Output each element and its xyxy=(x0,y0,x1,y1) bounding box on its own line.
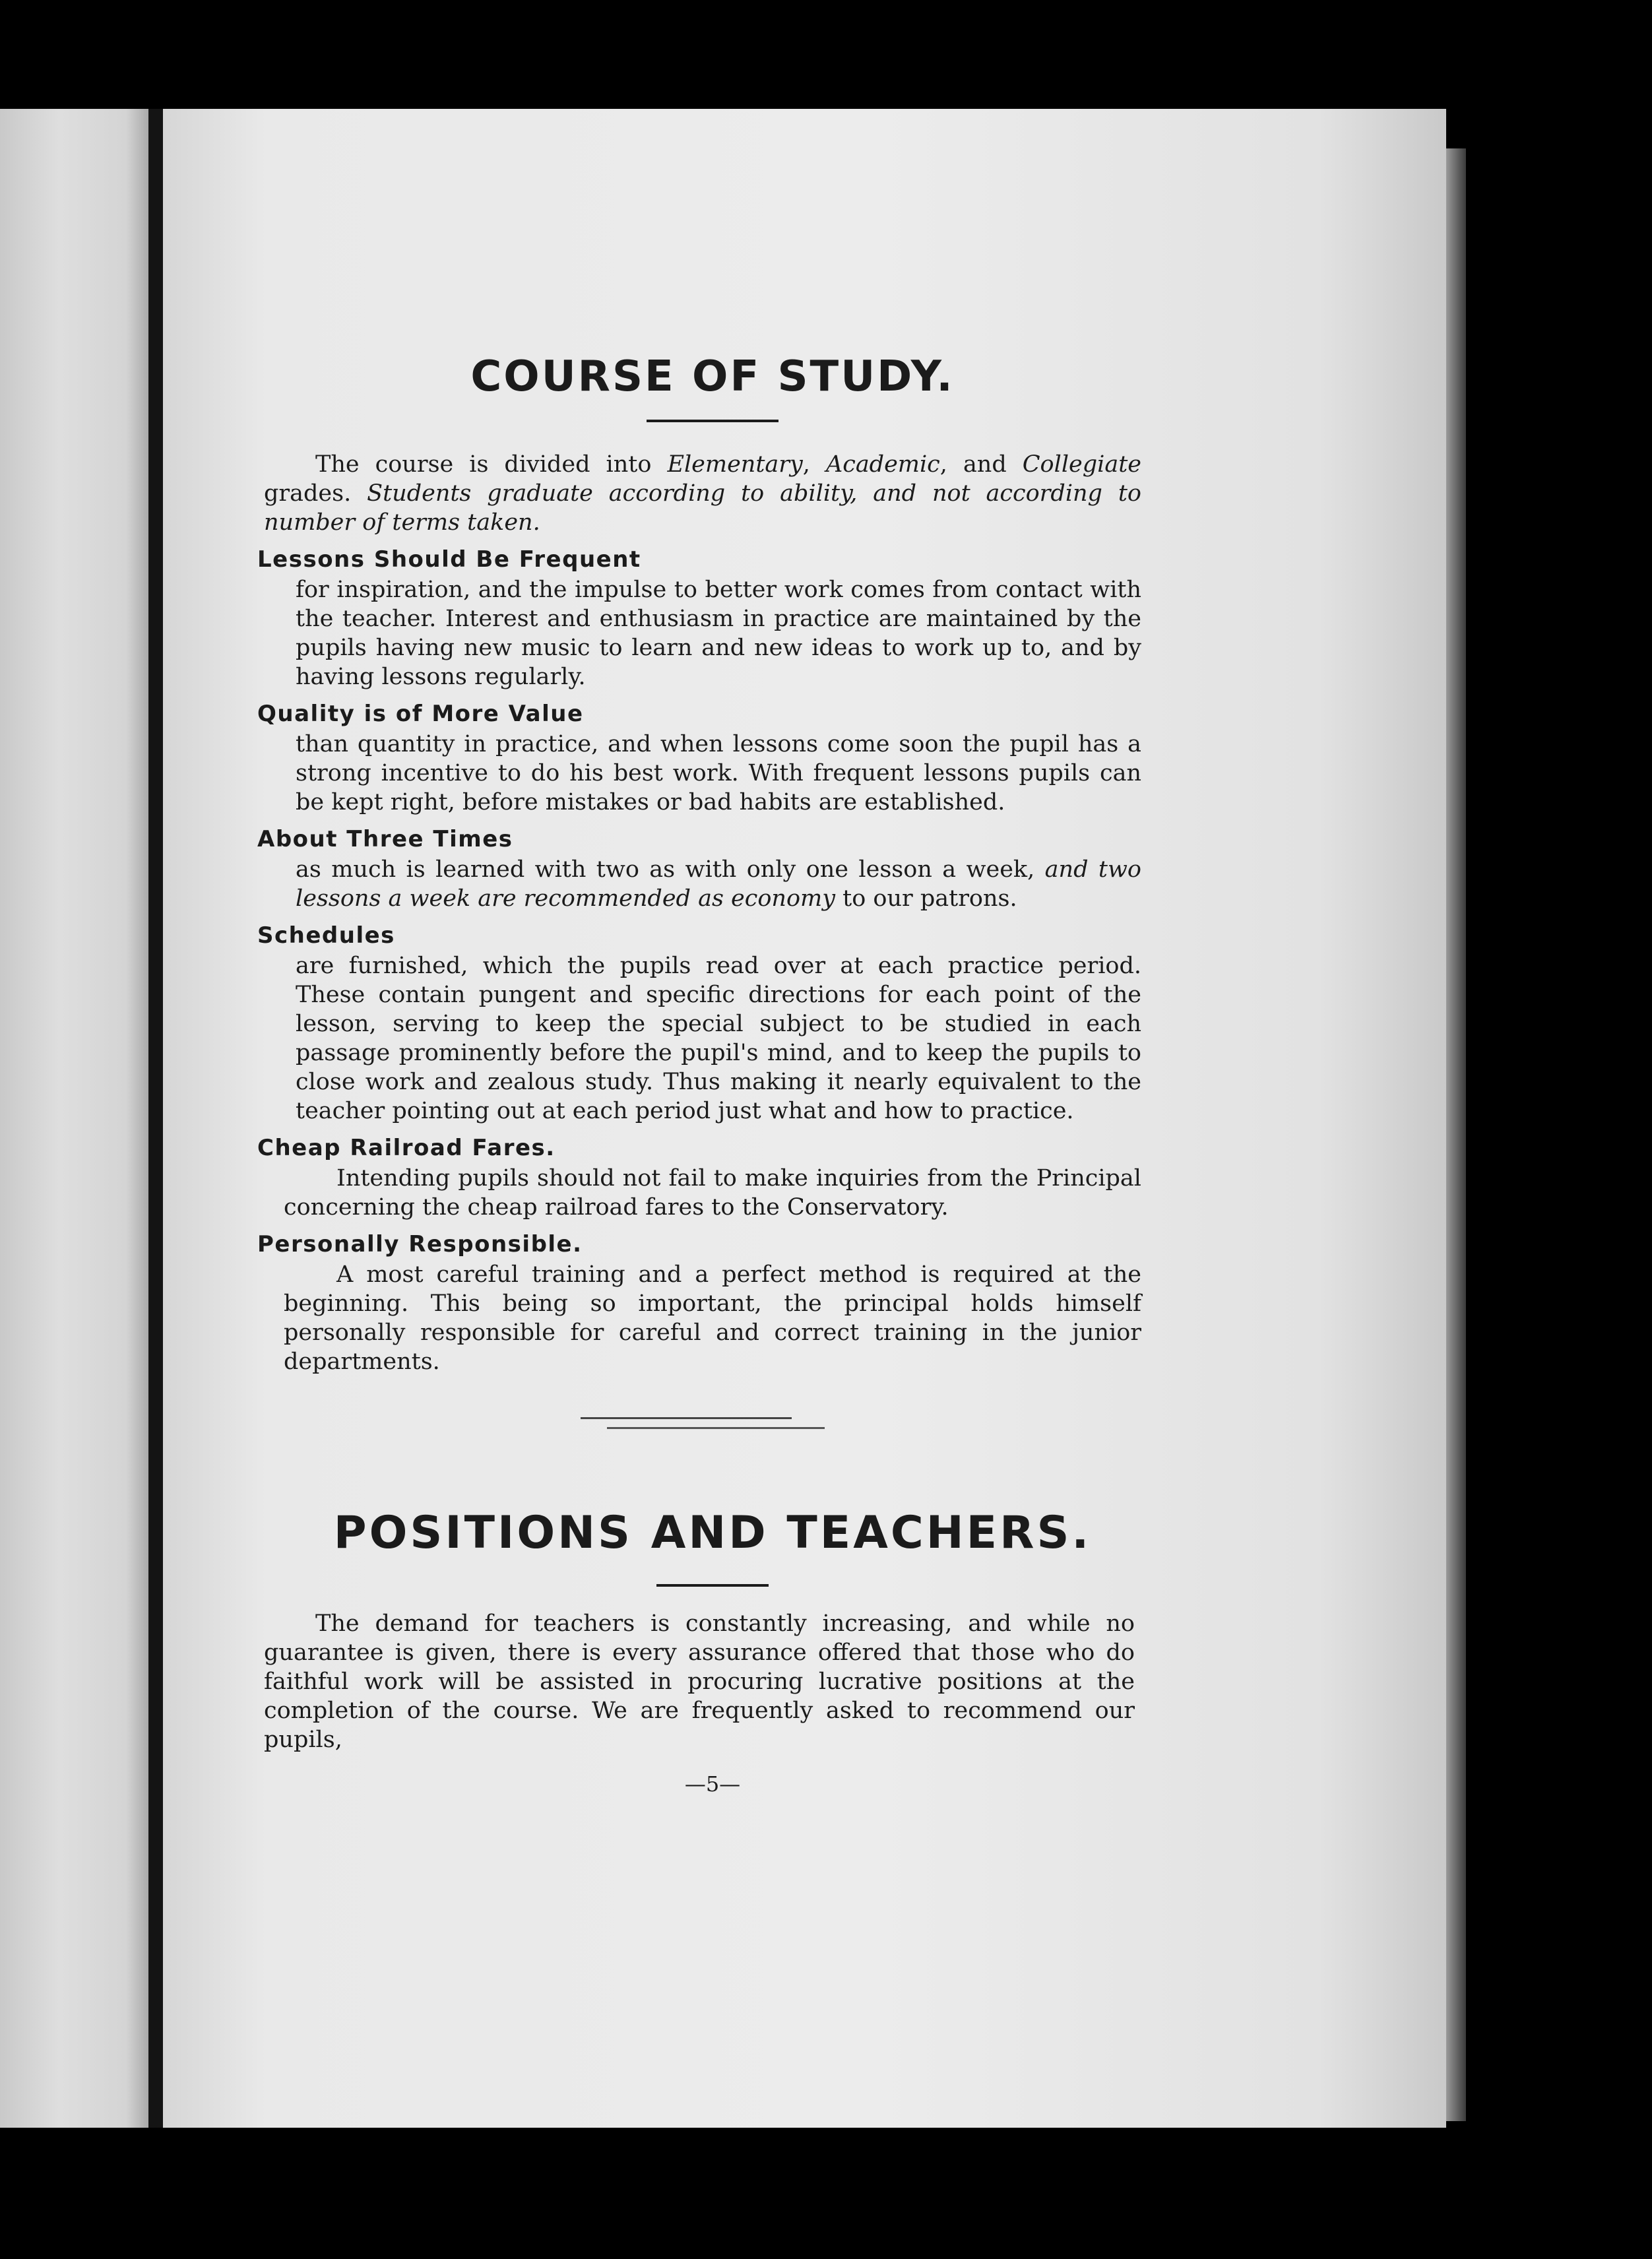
section-body: are furnished, which the pupils read over at each practice period. These contain pungent and specific directions for each point of the lesson, serving to keep the special subject to be studied in each passage prominently before the pupil's mind, and to keep the pupils to close work and zealous study. Thus making it nearly equivalent to the teacher pointing out at each period just what and how to practice. xyxy=(296,953,1141,1124)
page-edge-shadow xyxy=(1446,148,1466,2121)
intro-text: The course is divided into xyxy=(315,451,668,478)
intro-academic: Academic xyxy=(825,451,940,478)
divider-line xyxy=(607,1427,825,1429)
section-body xyxy=(244,855,1155,913)
page-number: —5— xyxy=(684,1771,741,1797)
intro-text: grades. xyxy=(264,480,367,507)
section-divider xyxy=(581,1417,831,1429)
section-body: than quantity in practice, and when lessons come soon the pupil has a strong incentive to do his best work. With frequent lessons pupils can be kept right, before mistakes or bad habits are established. xyxy=(296,731,1141,815)
section-heading: Quality is of More Value xyxy=(257,701,584,727)
divider-line xyxy=(581,1417,792,1419)
intro-italic-sentence: Students graduate according to ability, and not according to number of terms taken. xyxy=(264,480,1141,536)
section-text: to our patrons. xyxy=(835,885,1017,912)
left-facing-page xyxy=(0,109,148,2128)
intro-collegiate: Collegiate xyxy=(1022,451,1141,478)
section-heading: Schedules xyxy=(257,922,395,949)
spacer xyxy=(244,1429,1155,1507)
section-body: for inspiration, and the impulse to better work comes from contact with the teacher. Interest and enthusiasm in practice are maintained by the pupils having new music to learn and new ideas to work up to, and by having lessons regularly. xyxy=(296,577,1141,690)
section-heading: Personally Responsible. xyxy=(257,1231,583,1257)
book-gutter xyxy=(148,109,163,2128)
page-content xyxy=(244,343,1155,1797)
section-heading: Cheap Railroad Fares. xyxy=(257,1135,556,1161)
intro-text: , and xyxy=(939,451,1023,478)
course-intro-paragraph xyxy=(244,450,1155,537)
section-heading: Lessons Should Be Frequent xyxy=(257,546,641,573)
intro-elementary: Elementary xyxy=(667,451,803,478)
title-rule xyxy=(647,420,778,422)
section-text: as much is learned with two as with only one lesson a week, xyxy=(296,856,1045,883)
section-body: Intending pupils should not fail to make inquiries from the Principal concerning the cheap railroad fares to the Conservatory. xyxy=(284,1165,1141,1221)
positions-title: POSITIONS AND TEACHERS. xyxy=(333,1507,1092,1559)
title-rule xyxy=(656,1584,769,1587)
section-body: A most careful training and a perfect method is required at the beginning. This being so important, the principal holds himself personally responsible for careful and correct training in the junior departments. xyxy=(284,1261,1141,1375)
course-of-study-title: COURSE OF STUDY. xyxy=(470,352,955,401)
intro-text: , xyxy=(802,451,826,478)
section-italic-text: and two lessons a week are recommended as economy xyxy=(296,856,1141,912)
section-heading: About Three Times xyxy=(257,826,513,852)
positions-paragraph: The demand for teachers is constantly increasing, and while no guarantee is given, there is every assurance offered that those who do faithful work will be assisted in procuring lucrative positions at the completion of the course. We are frequently asked to recommend our pupils, xyxy=(264,1610,1135,1753)
